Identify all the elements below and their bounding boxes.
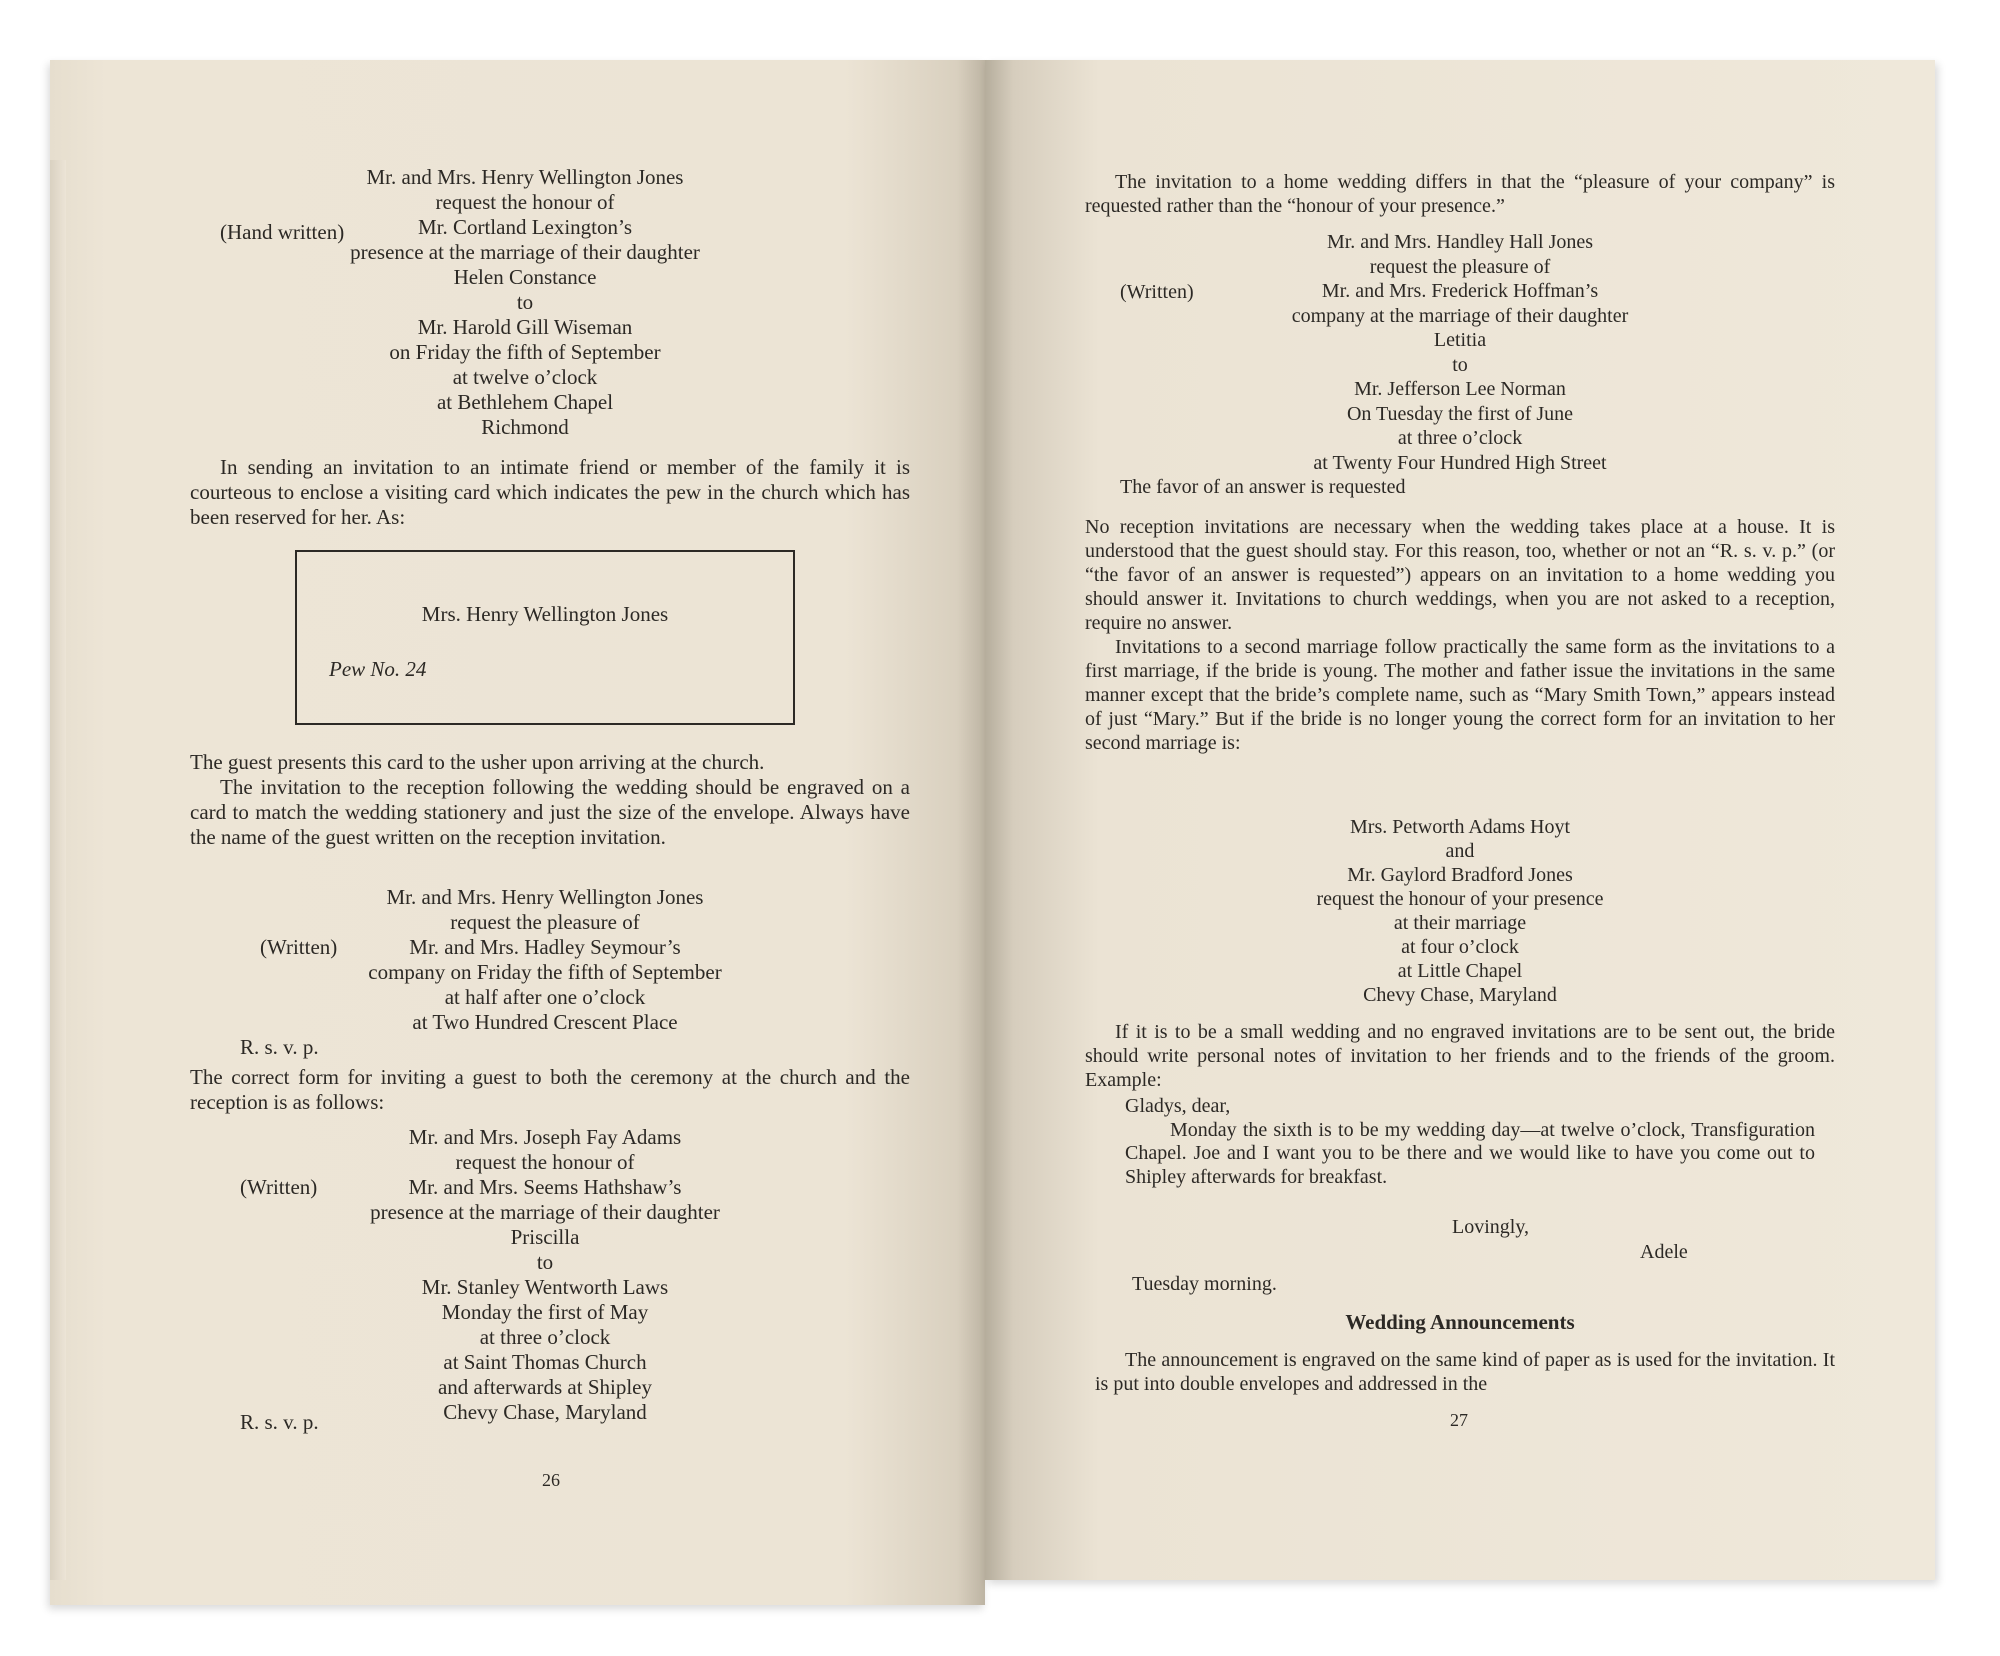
right-invite-2 xyxy=(1125,815,1795,1007)
invite-line: at twelve o’clock xyxy=(452,365,598,389)
invite-line: Monday the first of May xyxy=(441,1300,649,1324)
invite-line: Mr. and Mrs. Henry Wellington Jones xyxy=(366,165,684,189)
side-note-written: (Written) xyxy=(260,935,338,959)
right-invite-1 xyxy=(1125,230,1795,475)
left-page xyxy=(50,60,985,1605)
invite-line: request the honour of your presence xyxy=(1316,888,1604,910)
invite-line: and afterwards at Shipley xyxy=(437,1375,652,1399)
left-paragraph-4 xyxy=(190,1065,910,1115)
invite-line: Mrs. Petworth Adams Hoyt xyxy=(1350,816,1570,838)
invite-line: Helen Constance xyxy=(453,265,597,289)
paragraph-text: No reception invitations are necessary when the wedding takes place at a house. It is understood that the guest should stay. For this reason, too, whether or not an “R. s. v. p.” (or “the favor of an answer is requested”) appears on an invitation to a home wedding you should answer it. Invitations to church weddings, when you are not asked to a reception, require no answer. xyxy=(1085,516,1835,634)
left-paragraph-2 xyxy=(190,750,910,850)
invite-line: to xyxy=(536,1250,554,1274)
invite-line: Mr. and Mrs. Henry Wellington Jones xyxy=(386,885,704,909)
invite-line: at Saint Thomas Church xyxy=(443,1350,647,1374)
paragraph-text: Invitations to a second marriage follow practically the same form as the invitations to a first marriage, if the bride is young. The mother and father issue the invitations in the same manner except that the bride’s complete name, such as “Mary Smith Town,” appears instead of just “Mary.” But if the bride is no longer young the correct form for an invitation to her second marriage is: xyxy=(1085,636,1835,754)
invite-line: at Two Hundred Crescent Place xyxy=(412,1010,678,1034)
invite-line: request the honour of xyxy=(435,190,615,214)
right-paragraph-5 xyxy=(1095,1348,1835,1396)
invite-line: Mr. and Mrs. Frederick Hoffman’s xyxy=(1321,280,1599,302)
invite-line: Chevy Chase, Maryland xyxy=(1363,984,1557,1006)
left-invite-3 xyxy=(210,1125,880,1425)
book-spread xyxy=(40,50,1960,1605)
right-page xyxy=(985,60,1935,1580)
side-note-written: (Written) xyxy=(1120,281,1194,303)
invite-line: at half after one o’clock xyxy=(444,985,646,1009)
paragraph-text: If it is to be a small wedding and no engraved invitations are to be sent out, the bride should write personal notes of invitation to her friends and to the friends of the groom. Example: xyxy=(1085,1021,1835,1091)
invite-line: presence at the marriage of their daughter xyxy=(350,240,700,264)
note-body: Monday the sixth is to be my wedding day—at twelve o’clock, Transfiguration Chapel. Joe and I want you to be there and we would like to have you come out to Shipley afterwards for breakfast. xyxy=(1125,1118,1815,1188)
paragraph-text: The invitation to a home wedding differs in that the “pleasure of your company” is requested rather than the “honour of your presence.” xyxy=(1085,171,1835,217)
invite-line: Mr. Gaylord Bradford Jones xyxy=(1347,864,1573,886)
invite-line: request the pleasure of xyxy=(1369,255,1551,278)
invite-line: request the pleasure of xyxy=(450,910,640,934)
left-invite-1 xyxy=(190,165,860,440)
invite-line: Mr. and Mrs. Hadley Seymour’s xyxy=(409,935,681,959)
invite-line: on Friday the fifth of September xyxy=(389,340,661,364)
invite-line: at four o’clock xyxy=(1401,936,1519,958)
invite-line: company on Friday the fifth of September xyxy=(368,960,722,984)
answer-requested-note: The favor of an answer is requested xyxy=(1120,476,1406,498)
invite-line: at Little Chapel xyxy=(1397,960,1523,982)
invite-line: On Tuesday the first of June xyxy=(1346,402,1574,425)
visiting-card xyxy=(295,550,795,725)
heading-text: Wedding Announcements xyxy=(1345,1310,1575,1334)
note-date: Tuesday morning. xyxy=(1132,1273,1277,1295)
left-paragraph-1 xyxy=(190,455,910,530)
paragraph-text: In sending an invitation to an intimate friend or member of the family it is courteous to enclose a visiting card which indicates the pew in the church which has been reserved for her. As: xyxy=(190,455,910,529)
invite-line: to xyxy=(516,290,534,314)
invite-line: Mr. and Mrs. Joseph Fay Adams xyxy=(408,1125,682,1149)
rsvp-note: R. s. v. p. xyxy=(240,1035,319,1059)
invite-line: Priscilla xyxy=(510,1225,580,1249)
invite-line: Richmond xyxy=(481,415,569,439)
note-greeting: Gladys, dear, xyxy=(1125,1095,1231,1117)
invite-line: Letitia xyxy=(1433,329,1487,351)
invite-line: to xyxy=(1452,353,1468,376)
invite-line: presence at the marriage of their daughter xyxy=(370,1200,720,1224)
invite-line: Mr. Harold Gill Wiseman xyxy=(417,315,633,339)
note-signature: Adele xyxy=(1640,1241,1688,1263)
invite-line: Mr. Stanley Wentworth Laws xyxy=(421,1275,669,1299)
side-note-handwritten: (Hand written) xyxy=(220,220,345,244)
paragraph-text: The guest presents this card to the usher upon arriving at the church. xyxy=(190,750,765,774)
card-name: Mrs. Henry Wellington Jones xyxy=(421,602,669,626)
invite-line: at their marriage xyxy=(1393,912,1527,934)
invite-line: company at the marriage of their daughter xyxy=(1291,304,1629,327)
paragraph-text: The announcement is engraved on the same kind of paper as is used for the invitation. It is put into double envelopes and addressed in the xyxy=(1095,1349,1835,1395)
invite-line: Mr. and Mrs. Handley Hall Jones xyxy=(1326,231,1594,253)
page-number: 27 xyxy=(1450,1410,1468,1430)
card-pew: Pew No. 24 xyxy=(329,657,427,681)
left-invite-2 xyxy=(210,885,880,1035)
side-note-written: (Written) xyxy=(240,1175,318,1199)
paragraph-text: The invitation to the reception following the wedding should be engraved on a card to match the wedding stationery and just the size of the envelope. Always have the name of the guest written on the reception invitation. xyxy=(190,775,910,849)
right-paragraph-1 xyxy=(1085,170,1835,218)
paragraph-text: The correct form for inviting a guest to both the ceremony at the church and the reception is as follows: xyxy=(190,1065,910,1114)
invite-line: Mr. Jefferson Lee Norman xyxy=(1354,378,1566,400)
invite-line: at three o’clock xyxy=(479,1325,611,1349)
invite-line: at Twenty Four Hundred High Street xyxy=(1313,451,1607,474)
section-heading xyxy=(1085,1310,1835,1335)
invite-line: Mr. Cortland Lexington’s xyxy=(417,215,633,239)
invite-line: Chevy Chase, Maryland xyxy=(443,1400,647,1424)
right-paragraph-2 xyxy=(1085,515,1835,755)
personal-note xyxy=(1125,1095,1815,1189)
invite-line: at Bethlehem Chapel xyxy=(436,390,614,414)
invite-line: at three o’clock xyxy=(1397,427,1523,449)
page-edge xyxy=(50,160,66,1580)
note-closing: Lovingly, xyxy=(1452,1216,1530,1238)
invite-line: and xyxy=(1445,840,1475,862)
invite-line: request the honour of xyxy=(455,1150,635,1174)
rsvp-note: R. s. v. p. xyxy=(240,1410,319,1434)
page-number: 26 xyxy=(542,1470,560,1490)
right-paragraph-4 xyxy=(1085,1020,1835,1092)
invite-line: Mr. and Mrs. Seems Hathshaw’s xyxy=(408,1175,682,1199)
